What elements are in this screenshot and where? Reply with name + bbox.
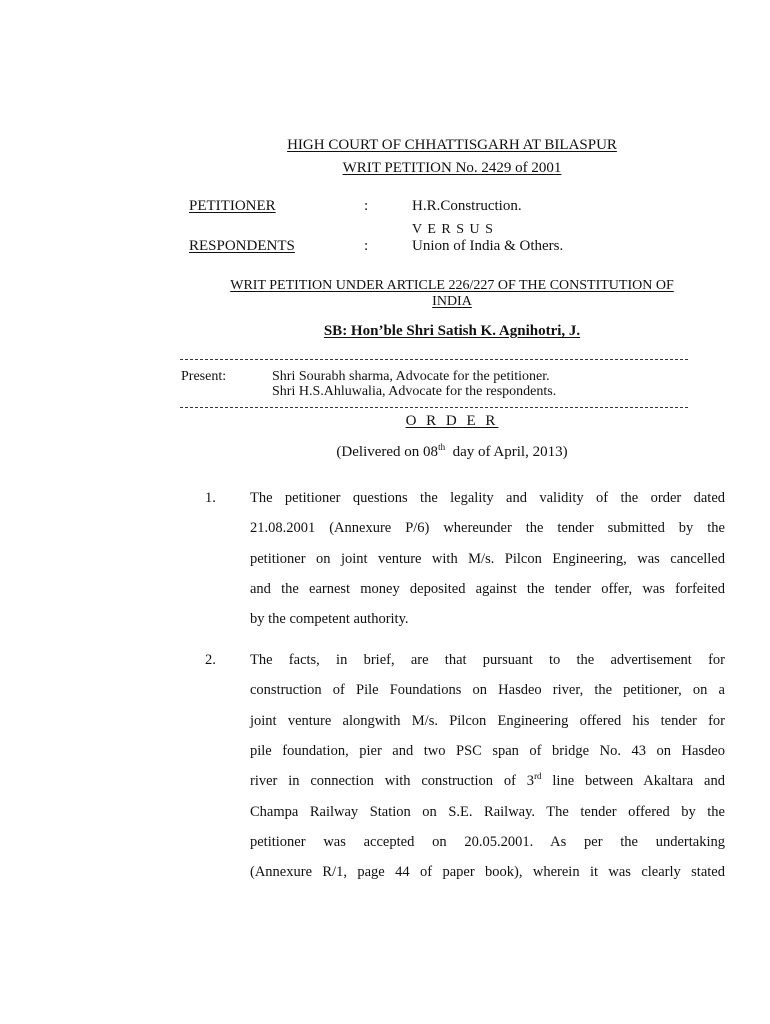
paragraph-2-line5-sup: rd <box>534 771 542 782</box>
paragraph-1-line: The petitioner questions the legality and validity of the order dated <box>250 490 725 506</box>
petitioner-label: PETITIONER <box>189 198 276 214</box>
respondents-label: RESPONDENTS <box>189 238 295 254</box>
divider-top <box>180 359 688 360</box>
paragraph-2-line-with-sup <box>250 773 725 790</box>
respondents-separator: : <box>364 238 369 254</box>
paragraph-2-line: joint venture alongwith M/s. Pilcon Engineering offered his tender for <box>250 713 725 729</box>
paragraph-1-line: 21.08.2001 (Annexure P/6) whereunder the tender submitted by the <box>250 520 725 536</box>
present-counsel-petitioner: Shri Sourabh sharma, Advocate for the petitioner. <box>272 369 550 384</box>
present-label: Present: <box>181 369 227 384</box>
paragraph-2-line5-main: river in connection with construction of 3 <box>250 773 535 789</box>
paragraph-2-line5-suffix: line between Akaltara and <box>541 773 725 789</box>
paragraph-2-line: Champa Railway Station on S.E. Railway. The tender offered by the <box>250 804 725 820</box>
divider-bottom <box>180 407 688 408</box>
paragraph-2-line: pile foundation, pier and two PSC span of bridge No. 43 on Hasdeo <box>250 743 725 759</box>
paragraph-2-line: construction of Pile Foundations on Hasdeo river, the petitioner, on a <box>250 682 725 698</box>
paragraph-1-line: petitioner on joint venture with M/s. Pilcon Engineering, was cancelled <box>250 551 725 567</box>
petition-heading-line2: INDIA <box>432 294 472 309</box>
versus-text: V E R S U S <box>412 222 494 237</box>
paragraph-1-line: and the earnest money deposited against the tender offer, was forfeited <box>250 581 725 597</box>
bench-line: SB: Hon’ble Shri Satish K. Agnihotri, J. <box>323 323 581 339</box>
paragraph-2-line: (Annexure R/1, page 44 of paper book), wherein it was clearly stated <box>250 864 725 880</box>
present-counsel-respondents: Shri H.S.Ahluwalia, Advocate for the respondents. <box>272 384 557 399</box>
delivered-suffix: day of April, 2013) <box>445 444 568 460</box>
paragraph-2-number: 2. <box>205 652 216 668</box>
delivered-line <box>0 444 770 461</box>
paragraph-1-number: 1. <box>205 490 216 506</box>
court-name: HIGH COURT OF CHHATTISGARH AT BILASPUR <box>287 137 617 153</box>
petitioner-name: H.R.Construction. <box>412 198 522 214</box>
respondents-name: Union of India & Others. <box>412 238 564 254</box>
petitioner-separator: : <box>364 198 369 214</box>
paragraph-2-line: petitioner was accepted on 20.05.2001. As per the undertaking <box>250 834 725 850</box>
paragraph-1-line: by the competent authority. <box>250 611 409 627</box>
paragraph-2-line5-text <box>250 773 725 790</box>
delivered-prefix: (Delivered on 08 <box>336 444 439 460</box>
delivered-sup: th <box>438 442 446 452</box>
petition-heading-line1: WRIT PETITION UNDER ARTICLE 226/227 OF THE CONSTITUTION OF <box>230 278 674 293</box>
order-title: O R D E R <box>405 413 499 429</box>
case-number: WRIT PETITION No. 2429 of 2001 <box>342 160 562 176</box>
paragraph-2-line: The facts, in brief, are that pursuant to the advertisement for <box>250 652 725 668</box>
